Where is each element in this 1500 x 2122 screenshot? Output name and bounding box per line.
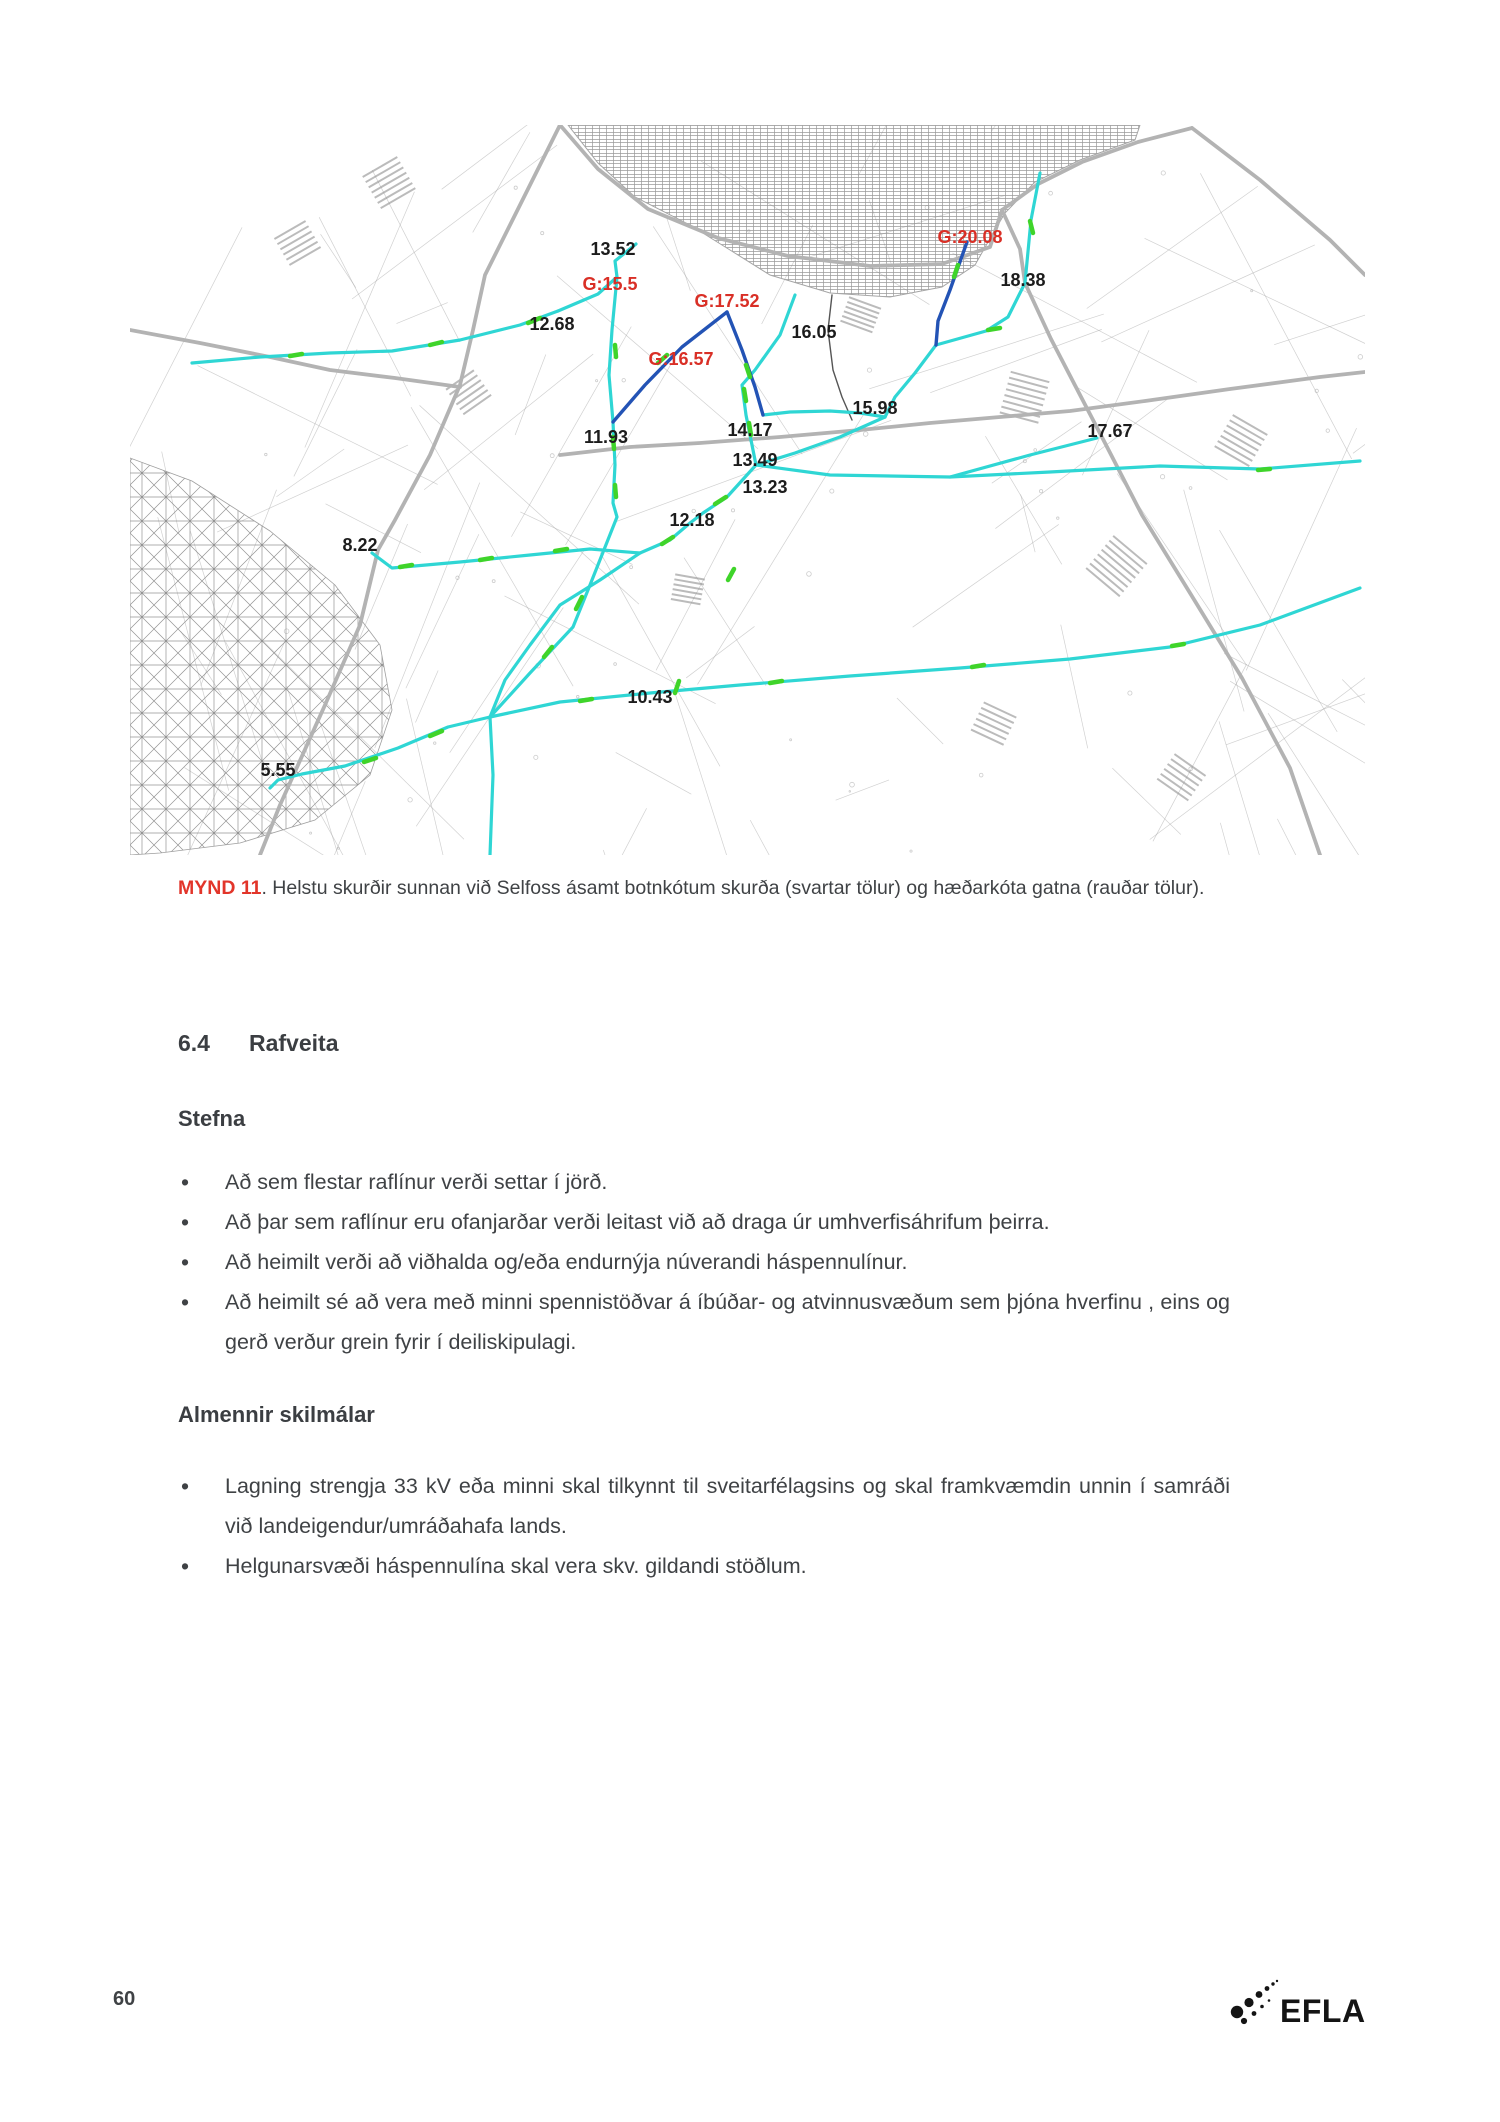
green-mark <box>290 354 302 356</box>
stefna-heading: Stefna <box>178 1106 246 1131</box>
street-elevation-label: G:20.08 <box>937 227 1003 247</box>
ditch-bottom-elevation-label: 14.17 <box>727 420 773 440</box>
ditch-bottom-elevation-label: 5.55 <box>260 760 296 780</box>
ditch-bottom-elevation-label: 13.52 <box>590 239 636 259</box>
figure-caption <box>178 874 1278 902</box>
ditch-bottom-elevation-label: 13.23 <box>742 477 788 497</box>
street-elevation-label: G:17.52 <box>694 291 760 311</box>
efla-logo <box>1228 1978 1368 2032</box>
ditch-bottom-elevation-label: 10.43 <box>627 687 673 707</box>
street-elevation-label: G:16.57 <box>648 349 714 369</box>
figure-caption-tag: MYND 11 <box>178 877 262 899</box>
green-mark <box>972 665 984 667</box>
green-mark <box>480 558 492 560</box>
efla-logo-graphic <box>1228 1978 1368 2032</box>
efla-logo-dots-icon <box>1231 1980 1278 2024</box>
ditch-bottom-elevation-label: 11.93 <box>583 427 629 447</box>
ditch-bottom-elevation-label: 8.22 <box>342 535 378 555</box>
selfoss-ditch-map <box>130 125 1365 855</box>
ditch-bottom-elevation-label: 12.18 <box>669 510 715 530</box>
ditch-bottom-elevation-label: 18.38 <box>1000 270 1046 290</box>
green-mark <box>1258 469 1270 470</box>
list-item: • Að sem flestar raflínur verði settar í jörð. <box>178 1162 1230 1202</box>
green-mark <box>580 699 592 701</box>
figure-caption-text: . Helstu skurðir sunnan við Selfoss ásamt botnkótum skurða (svartar tölur) og hæðarkóta gatna (rauðar tölur). <box>261 877 1205 899</box>
green-mark <box>770 681 782 683</box>
ditch-bottom-elevation-label: 16.05 <box>791 322 837 342</box>
green-mark <box>430 342 442 345</box>
green-mark <box>615 485 616 497</box>
green-mark <box>400 565 412 567</box>
stefna-list <box>178 1162 1230 1362</box>
green-mark <box>988 328 1000 330</box>
list-item: • Að þar sem raflínur eru ofanjarðar verði leitast við að draga úr umhverfisáhrifum þeirra. <box>178 1202 1230 1242</box>
green-mark <box>1172 644 1184 646</box>
list-item: • Helgunarsvæði háspennulína skal vera skv. gildandi stöðlum. <box>178 1546 1230 1586</box>
ditch-bottom-elevation-label: 13.49 <box>732 450 778 470</box>
section-title: Rafveita <box>249 1030 339 1056</box>
list-item: • Að heimilt verði að viðhalda og/eða endurnýja núverandi háspennulínur. <box>178 1242 1230 1282</box>
section-heading <box>178 1030 338 1057</box>
green-mark <box>1030 221 1033 233</box>
green-mark <box>555 549 567 551</box>
skilmalar-heading: Almennir skilmálar <box>178 1402 375 1427</box>
list-item: • Lagning strengja 33 kV eða minni skal tilkynnt til sveitarfélagsins og skal framkvæmdin unnin í samráði við landeigendur/umráðahafa lands. <box>178 1466 1230 1546</box>
list-item: • Að heimilt sé að vera með minni spennistöðvar á íbúðar- og atvinnusvæðum sem þjóna hverfinu , eins og gerð verður grein fyrir í deiliskipulagi. <box>178 1282 1230 1362</box>
green-mark <box>615 345 616 357</box>
green-mark <box>744 389 746 401</box>
ditch-bottom-elevation-label: 12.68 <box>529 314 575 334</box>
ditch-bottom-elevation-label: 17.67 <box>1087 421 1133 441</box>
ditch-bottom-elevation-label: 15.98 <box>852 398 898 418</box>
skilmalar-list <box>178 1466 1230 1586</box>
page-number: 60 <box>113 1988 136 2010</box>
street-elevation-label: G:15.5 <box>582 274 638 294</box>
section-number: 6.4 <box>178 1030 210 1056</box>
efla-logo-text: EFLA <box>1280 1993 1366 2029</box>
map-figure <box>130 125 1365 855</box>
